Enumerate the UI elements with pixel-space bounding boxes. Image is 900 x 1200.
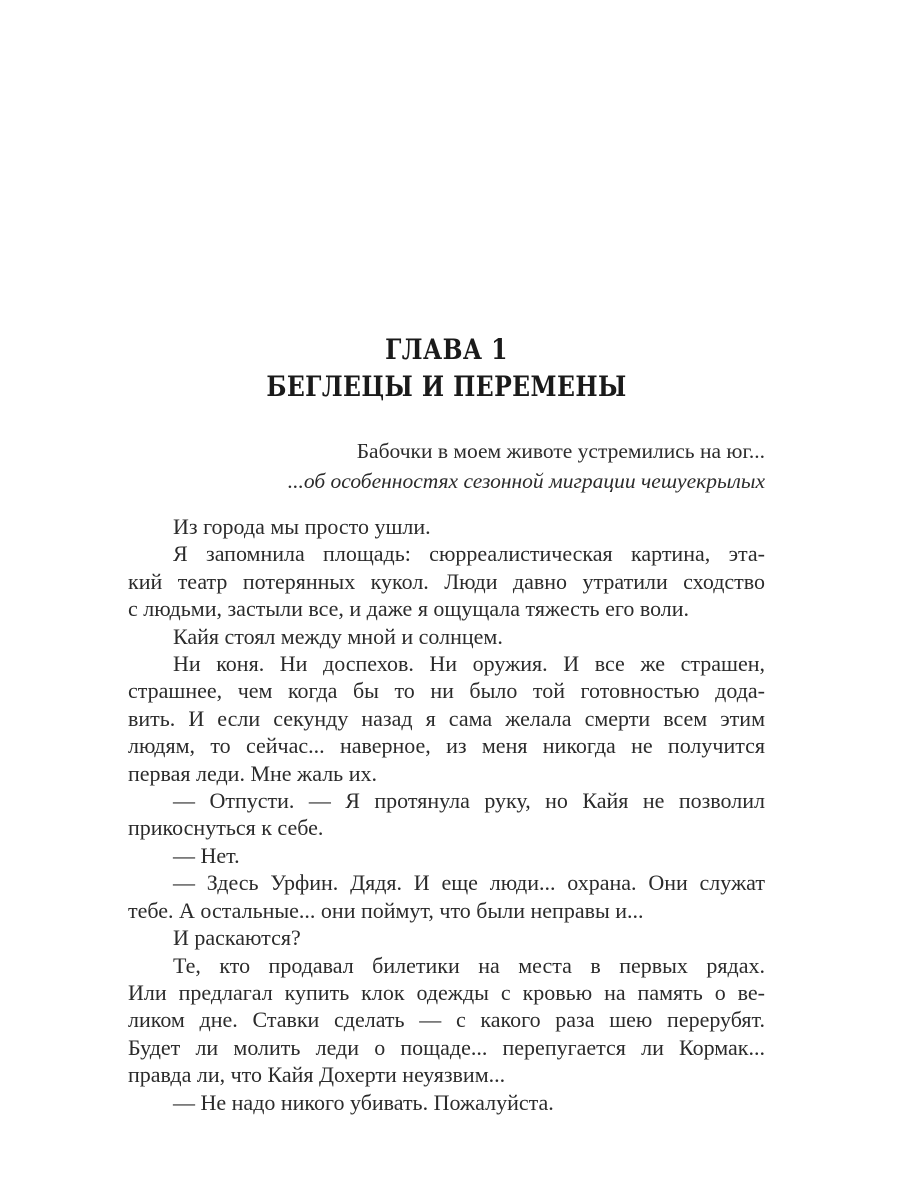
body-line: Или предлагал купить клок одежды с кровью на память о ве-: [128, 979, 765, 1005]
body-line: вить. И если секунду назад я сама желала смерти всем этим: [128, 705, 765, 731]
body-line: Те, кто продавал билетики на места в первых рядах.: [173, 952, 765, 978]
epigraph: [128, 436, 765, 496]
chapter-body: [128, 513, 765, 1116]
body-line: Я запомнила площадь: сюрреалистическая картина, эта-: [173, 541, 765, 567]
epigraph-quote: Бабочки в моем животе устремились на юг...: [356, 439, 765, 463]
body-line: Ни коня. Ни доспехов. Ни оружия. И все же страшен,: [173, 651, 765, 677]
body-line: страшнее, чем когда бы то ни было той готовностью дода-: [128, 678, 765, 704]
body-line: — Здесь Урфин. Дядя. И еще люди... охрана. Они служат: [173, 870, 765, 896]
chapter-number: ГЛАВА 1: [385, 333, 508, 366]
epigraph-attribution: ...об особенностях сезонной миграции чешуекрылых: [287, 469, 765, 493]
body-line: — Нет.: [173, 842, 240, 868]
body-line: кий театр потерянных кукол. Люди давно утратили сходство: [128, 568, 765, 594]
body-line: первая леди. Мне жаль их.: [128, 760, 377, 786]
chapter-heading: [179, 331, 714, 405]
text-block: [128, 0, 765, 1116]
body-line: И раскаются?: [173, 925, 301, 951]
body-line: — Отпусти. — Я протянула руку, но Кайя не позволил: [173, 788, 765, 814]
body-line: тебе. А остальные... они поймут, что были неправы и...: [128, 897, 644, 923]
body-line: с людьми, застыли все, и даже я ощущала тяжесть его воли.: [128, 596, 690, 622]
body-line: ликом дне. Ставки сделать — с какого раза шею перерубят.: [128, 1007, 765, 1033]
body-line: людям, то сейчас... наверное, из меня никогда не получится: [128, 733, 765, 759]
body-line: Будет ли молить леди о пощаде... перепугается ли Кормак...: [128, 1034, 765, 1060]
body-line: правда ли, что Кайя Дохерти неуязвим...: [128, 1062, 506, 1088]
body-line: Кайя стоял между мной и солнцем.: [173, 623, 503, 649]
body-line: — Не надо никого убивать. Пожалуйста.: [173, 1089, 554, 1115]
body-line: Из города мы просто ушли.: [173, 514, 431, 539]
chapter-title: БЕГЛЕЦЫ И ПЕРЕМЕНЫ: [266, 370, 627, 403]
body-line: прикоснуться к себе.: [128, 815, 324, 841]
